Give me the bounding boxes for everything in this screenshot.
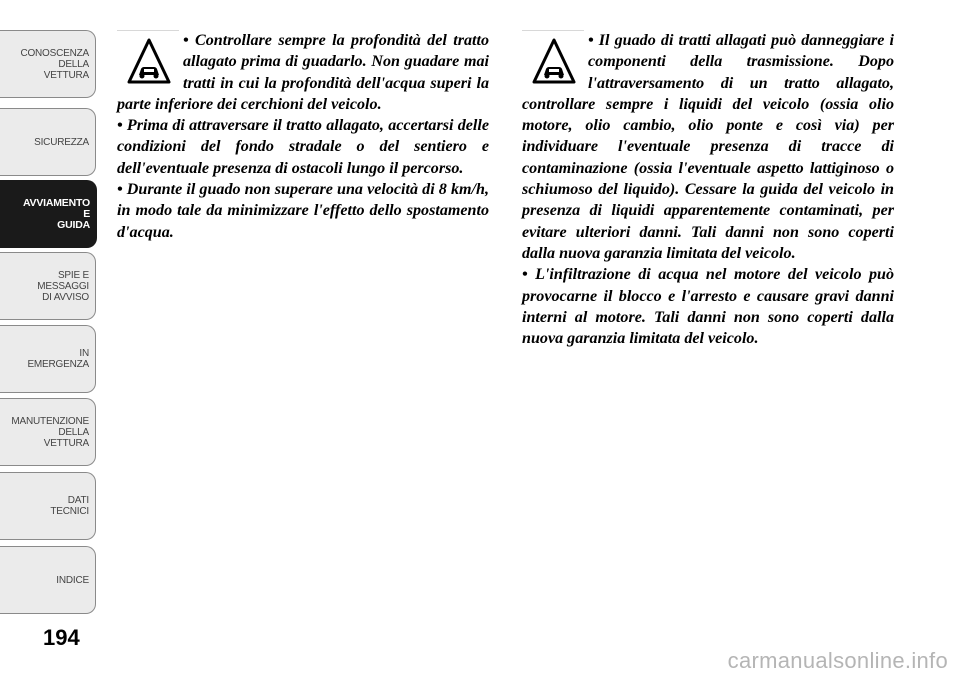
watermark: carmanualsonline.info <box>727 648 948 673</box>
tab-in-emergenza[interactable] <box>0 325 96 393</box>
paragraph: • Prima di attraversare il tratto allagato, accertarsi delle condizioni del fondo stradale o del sentiero e dell'eventuale presenza di ostacoli lungo il percorso. <box>117 117 489 177</box>
tab-avviamento-e-guida[interactable] <box>0 180 97 248</box>
warning-triangle-car-icon <box>127 38 171 84</box>
tab-sicurezza[interactable] <box>0 108 96 176</box>
paragraph: • Il guado di tratti allagati può danneggiare i componenti della trasmissione. Dopo l'attraversamento di un tratto allagato, controllare sempre i liquidi del veicolo (ossia olio motore, olio cambio, olio ponte e così via) per individuare l'eventuale presenza di tracce di contaminazione (ossia l'eventuale aspetto lattiginoso o schiumoso del liquido). Cessare la guida del veicolo in presenza di liquidi apparentemente contaminati, per evitare ulteriori danni. Tali danni non sono coperti dalla nuova garanzia limitata del veicolo. <box>522 32 894 262</box>
warning-box <box>522 30 584 91</box>
tab-label: MANUTENZIONE DELLA VETTURA <box>11 415 89 449</box>
tab-conoscenza-della-vettura[interactable] <box>0 30 96 98</box>
tab-indice[interactable] <box>0 546 96 614</box>
tab-label: SICUREZZA <box>34 136 89 148</box>
tab-label: INDICE <box>56 574 89 586</box>
warning-triangle-car-icon <box>532 38 576 84</box>
tab-label: CONOSCENZA DELLA VETTURA <box>20 47 89 81</box>
paragraph: • Controllare sempre la profondità del tratto allagato prima di guadarlo. Non guadare mai tratti in cui la profondità dell'acqua superi la parte inferiore dei cerchioni del veicolo. <box>117 32 489 113</box>
tab-label: DATI TECNICI <box>50 495 89 517</box>
paragraph: • Durante il guado non superare una velocità di 8 km/h, in modo tale da minimizzare l'effetto dello spostamento d'acqua. <box>117 181 489 241</box>
right-column <box>522 30 894 349</box>
tab-label: SPIE E MESSAGGI DI AVVISO <box>37 269 89 303</box>
tab-label: IN EMERGENZA <box>27 348 89 370</box>
page-number: 194 <box>43 625 80 650</box>
warning-box <box>117 30 179 91</box>
tab-spie-e-messaggi[interactable] <box>0 252 96 320</box>
tab-label: AVVIAMENTO E GUIDA <box>22 196 90 231</box>
paragraph: • L'infiltrazione di acqua nel motore del veicolo può provocarne il blocco e l'arresto e causare gravi danni interni al motore. Tali danni non sono coperti dalla nuova garanzia limitata del veicolo. <box>522 266 894 348</box>
tab-dati-tecnici[interactable] <box>0 472 96 540</box>
tab-manutenzione-della-vettura[interactable] <box>0 398 96 466</box>
left-column <box>117 30 489 243</box>
